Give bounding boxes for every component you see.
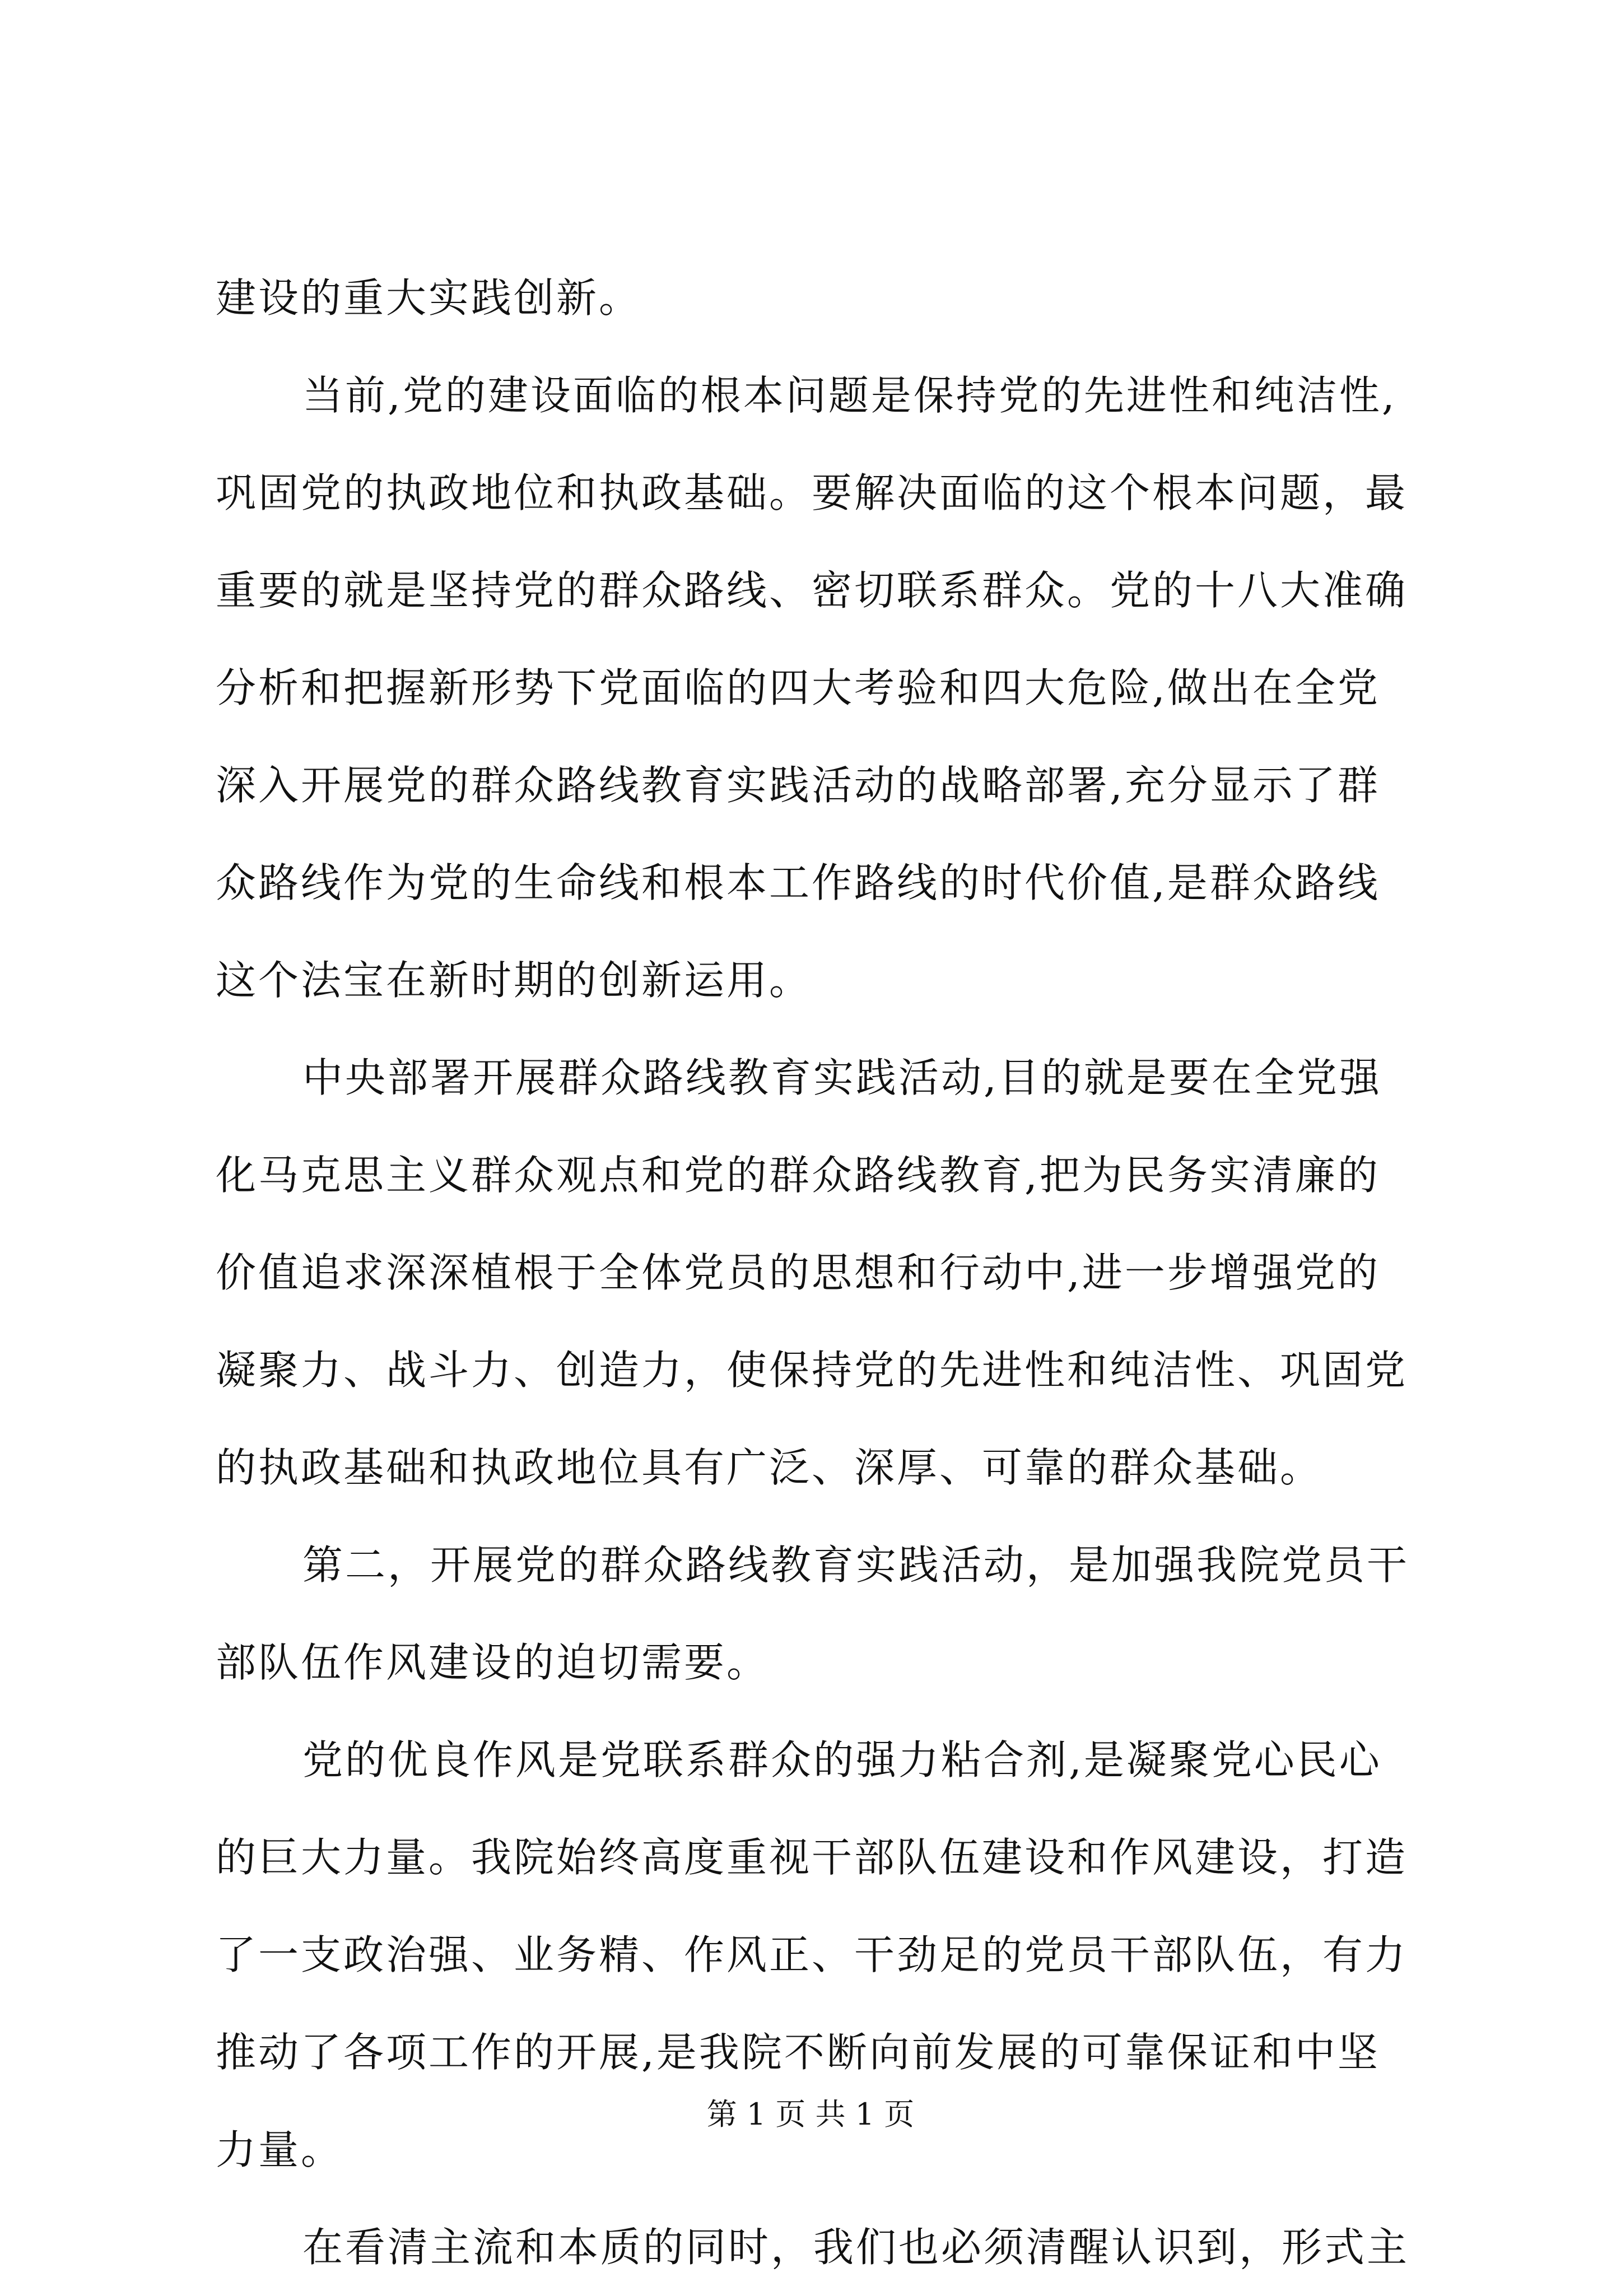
text-line: 建设的重大实践创新。	[216, 274, 642, 322]
text-line: 的巨大力量。我院始终高度重视干部队伍建设和作风建设，打造	[216, 1834, 1408, 1881]
document-body	[216, 249, 1437, 2296]
text-line: 第二，开展党的群众路线教育实践活动，是加强我院党员干	[302, 1541, 1410, 1589]
text-line: 了一支政治强、业务精、作风正、干劲足的党员干部队伍，有力	[216, 1931, 1408, 1978]
text-line: 凝聚力、战斗力、创造力，使保持党的先进性和纯洁性、巩固党	[216, 1347, 1408, 1394]
text-line: 的执政基础和执政地位具有广泛、深厚、可靠的群众基础。	[216, 1444, 1323, 1491]
text-line: 众路线作为党的生命线和根本工作路线的时代价值,是群众路线	[216, 859, 1380, 906]
text-line: 力量。	[216, 2126, 344, 2173]
text-line: 推动了各项工作的开展,是我院不断向前发展的可靠保证和中坚	[216, 2029, 1380, 2076]
text-line: 深入开展党的群众路线教育实践活动的战略部署,充分显示了群	[216, 762, 1380, 809]
text-line: 化马克思主义群众观点和党的群众路线教育,把为民务实清廉的	[216, 1152, 1380, 1199]
text-line: 中央部署开展群众路线教育实践活动,目的就是要在全党强	[302, 1054, 1382, 1101]
text-line: 在看清主流和本质的同时，我们也必须清醒认识到，形式主	[302, 2224, 1410, 2271]
text-line: 这个法宝在新时期的创新运用。	[216, 957, 812, 1004]
text-line: 重要的就是坚持党的群众路线、密切联系群众。党的十八大准确	[216, 567, 1408, 614]
text-line: 巩固党的执政地位和执政基础。要解决面临的这个根本问题，最	[216, 469, 1408, 516]
text-line: 分析和把握新形势下党面临的四大考验和四大危险,做出在全党	[216, 664, 1380, 711]
text-line: 当前,党的建设面临的根本问题是保持党的先进性和纯洁性,	[302, 372, 1397, 419]
text-line: 部队伍作风建设的迫切需要。	[216, 1639, 770, 1686]
page-footer: 第 1 页 共 1 页	[706, 2097, 915, 2132]
text-line: 党的优良作风是党联系群众的强力粘合剂,是凝聚党心民心	[302, 1736, 1382, 1783]
text-line: 价值追求深深植根于全体党员的思想和行动中,进一步增强党的	[216, 1249, 1380, 1296]
